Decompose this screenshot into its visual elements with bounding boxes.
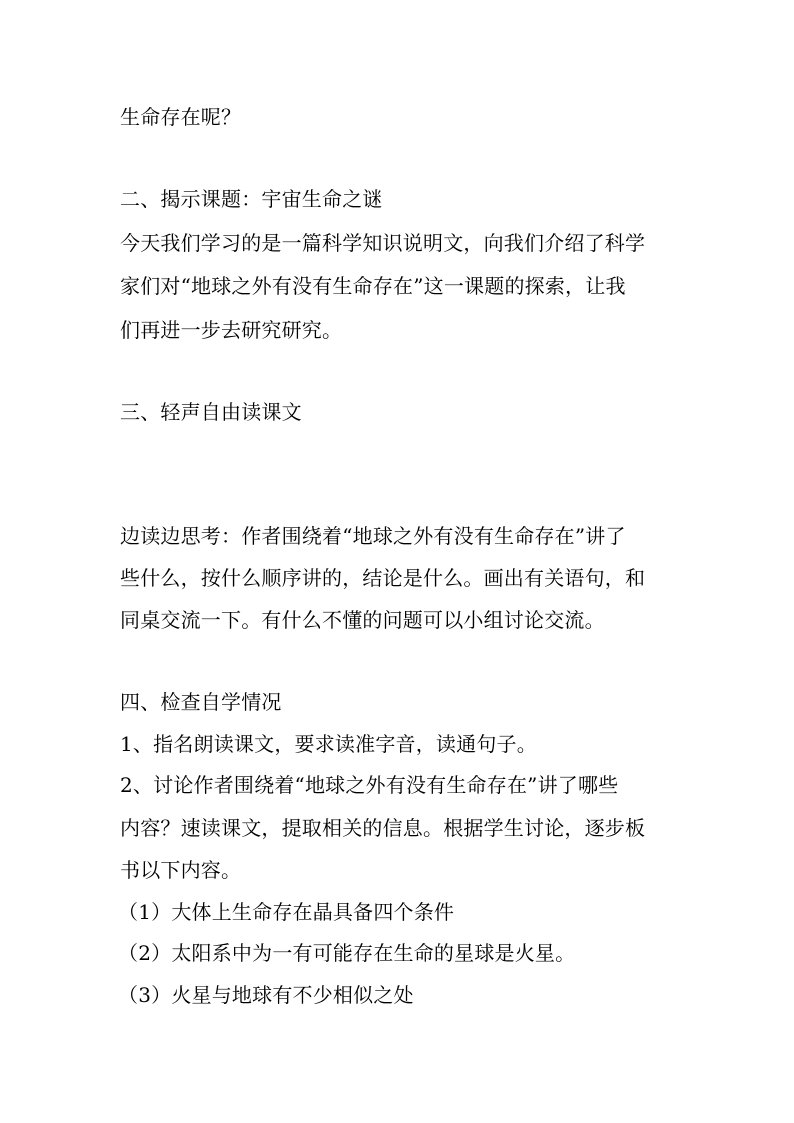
- sub-list-item: （3）火星与地球有不少相似之处: [118, 983, 414, 1007]
- sub-list-item: （2）太阳系中为一有可能存在生命的星球是火星。: [118, 941, 576, 965]
- section-heading-4: 四、检查自学情况: [120, 690, 282, 714]
- sub-list-item: （1）大体上生命存在晶具备四个条件: [118, 900, 455, 924]
- list-item: 1、指名朗读课文，要求读准字音，读通句子。: [120, 732, 537, 756]
- paragraph-line: 内容？速读课文，提取相关的信息。根据学生讨论，逐步板: [120, 816, 646, 840]
- paragraph-line: 们再进一步去研究研究。: [120, 318, 343, 342]
- list-item: 2、讨论作者围绕着“地球之外有没有生命存在”讲了哪些: [120, 773, 619, 797]
- section-heading-3: 三、轻声自由读课文: [120, 400, 302, 424]
- paragraph-line: 些什么，按什么顺序讲的，结论是什么。画出有关语句，和: [120, 566, 646, 590]
- text-line-continuation: 生命存在呢？: [120, 105, 242, 129]
- paragraph-line: 家们对“地球之外有没有生命存在”这一课题的探索，让我: [120, 274, 626, 298]
- paragraph-line: 书以下内容。: [120, 858, 242, 882]
- section-heading-2: 二、揭示课题：宇宙生命之谜: [120, 187, 383, 211]
- paragraph-line: 边读边思考：作者围绕着“地球之外有没有生命存在”讲了: [120, 524, 626, 548]
- paragraph-line: 同桌交流一下。有什么不懂的问题可以小组讨论交流。: [120, 608, 605, 632]
- paragraph-line: 今天我们学习的是一篇科学知识说明文，向我们介绍了科学: [120, 231, 646, 255]
